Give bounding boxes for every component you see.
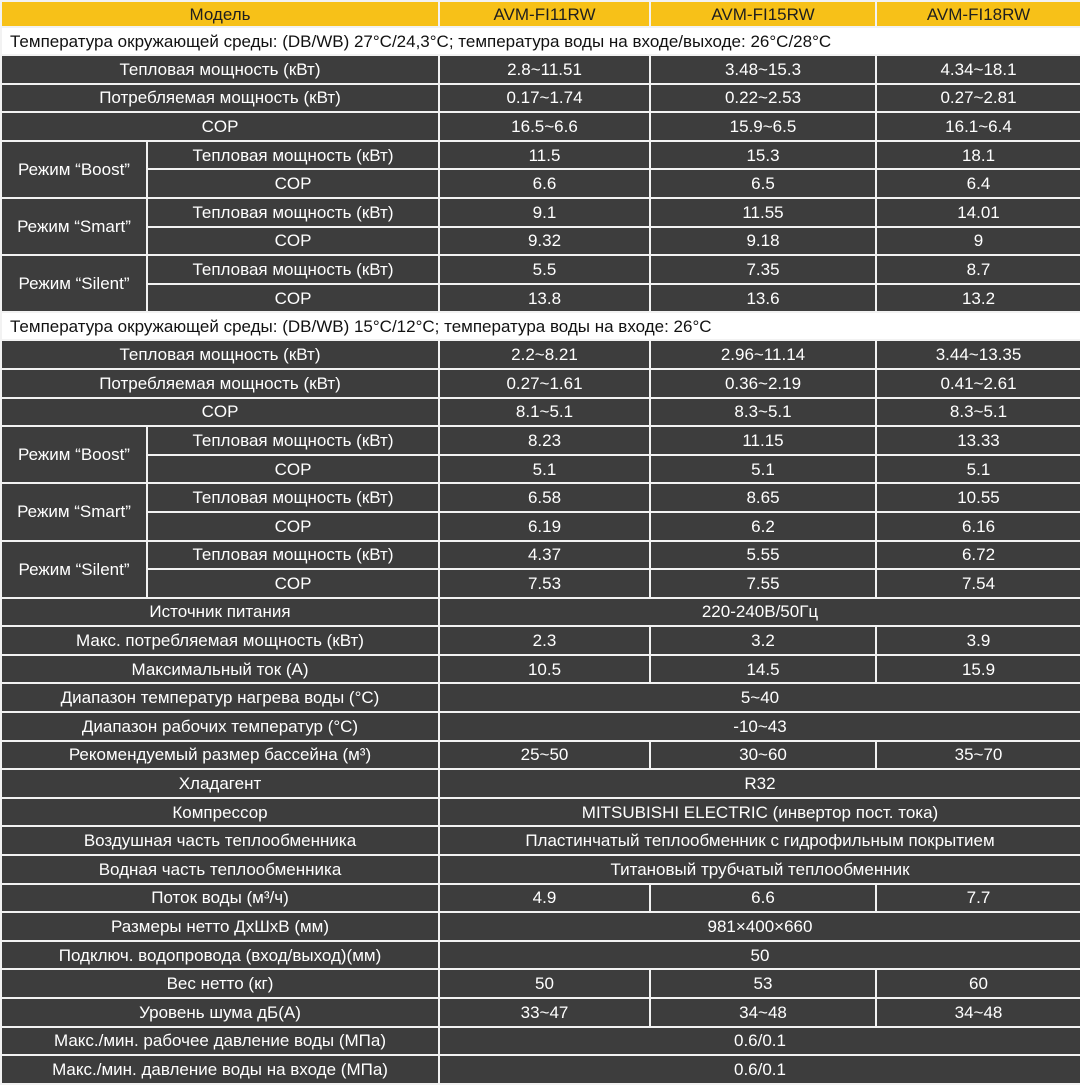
value-cell: 6.19 (439, 512, 650, 541)
row-label: Рекомендуемый размер бассейна (м³) (1, 741, 439, 770)
spec-table-body (1, 1, 1080, 1084)
section-title: Температура окружающей среды: (DB/WB) 15°C/12°C; температура воды на входе: 26°C (1, 312, 1080, 340)
value-cell: 220-240В/50Гц (439, 598, 1080, 627)
value-cell: 7.55 (650, 569, 876, 598)
value-cell: -10~43 (439, 712, 1080, 741)
row-label: COP (1, 398, 439, 427)
value-cell: 2.3 (439, 626, 650, 655)
value-cell: 14.01 (876, 198, 1080, 227)
value-cell: 8.23 (439, 426, 650, 455)
value-cell: 6.4 (876, 169, 1080, 198)
value-cell: 0.22~2.53 (650, 84, 876, 113)
value-cell: 60 (876, 969, 1080, 998)
value-cell: Пластинчатый теплообменник с гидрофильным покрытием (439, 826, 1080, 855)
table-row (1, 741, 1080, 770)
value-cell: 3.48~15.3 (650, 55, 876, 84)
value-cell: 4.37 (439, 541, 650, 570)
value-cell: 6.72 (876, 541, 1080, 570)
value-cell: 13.8 (439, 284, 650, 313)
mode-label: Режим “Silent” (1, 541, 147, 598)
value-cell: 0.36~2.19 (650, 369, 876, 398)
value-cell: 6.16 (876, 512, 1080, 541)
table-row (1, 712, 1080, 741)
row-label: Макс. потребляемая мощность (кВт) (1, 626, 439, 655)
table-row (1, 826, 1080, 855)
value-cell: 8.3~5.1 (650, 398, 876, 427)
row-label: Тепловая мощность (кВт) (147, 541, 439, 570)
value-cell: 30~60 (650, 741, 876, 770)
row-label: COP (147, 284, 439, 313)
value-cell: 5.55 (650, 541, 876, 570)
row-label: COP (147, 169, 439, 198)
value-cell: 0.6/0.1 (439, 1027, 1080, 1056)
table-row (1, 912, 1080, 941)
value-cell: 5.1 (439, 455, 650, 484)
table-row (1, 969, 1080, 998)
value-cell: 7.53 (439, 569, 650, 598)
table-row (1, 941, 1080, 970)
mode-label: Режим “Smart” (1, 483, 147, 540)
value-cell: 9.32 (439, 227, 650, 256)
row-label: Водная часть теплообменника (1, 855, 439, 884)
row-label: Тепловая мощность (кВт) (147, 141, 439, 170)
value-cell: 4.9 (439, 884, 650, 913)
table-row (1, 398, 1080, 427)
value-cell: 6.2 (650, 512, 876, 541)
row-label: Макс./мин. давление воды на входе (МПа) (1, 1055, 439, 1084)
section-title: Температура окружающей среды: (DB/WB) 27°C/24,3°C; температура воды на входе/выходе: 26°C/28°C (1, 27, 1080, 55)
table-row (1, 340, 1080, 369)
value-cell: 13.2 (876, 284, 1080, 313)
table-row (1, 683, 1080, 712)
row-label: COP (147, 227, 439, 256)
model-header-label: Модель (1, 1, 439, 27)
value-cell: 9.1 (439, 198, 650, 227)
table-row (1, 541, 1080, 570)
row-label: Макс./мин. рабочее давление воды (МПа) (1, 1027, 439, 1056)
value-cell: 50 (439, 941, 1080, 970)
table-row (1, 455, 1080, 484)
table-row (1, 512, 1080, 541)
value-cell: 15.9~6.5 (650, 112, 876, 141)
value-cell: R32 (439, 769, 1080, 798)
mode-label: Режим “Smart” (1, 198, 147, 255)
model-header: AVM-FI18RW (876, 1, 1080, 27)
value-cell: 10.5 (439, 655, 650, 684)
row-label: COP (1, 112, 439, 141)
value-cell: 5~40 (439, 683, 1080, 712)
table-row (1, 798, 1080, 827)
row-label: Тепловая мощность (кВт) (147, 483, 439, 512)
value-cell: 7.54 (876, 569, 1080, 598)
value-cell: 35~70 (876, 741, 1080, 770)
table-row (1, 769, 1080, 798)
value-cell: 7.7 (876, 884, 1080, 913)
table-row (1, 655, 1080, 684)
value-cell: 6.6 (650, 884, 876, 913)
value-cell: 2.96~11.14 (650, 340, 876, 369)
table-row (1, 84, 1080, 113)
table-row (1, 598, 1080, 627)
table-row (1, 1055, 1080, 1084)
section-title-row (1, 27, 1080, 55)
row-label: COP (147, 455, 439, 484)
row-label: Хладагент (1, 769, 439, 798)
section-title-row (1, 312, 1080, 340)
model-header: AVM-FI15RW (650, 1, 876, 27)
value-cell: 11.55 (650, 198, 876, 227)
row-label: Уровень шума дБ(А) (1, 998, 439, 1027)
value-cell: Титановый трубчатый теплообменник (439, 855, 1080, 884)
value-cell: 6.58 (439, 483, 650, 512)
value-cell: MITSUBISHI ELECTRIC (инвертор пост. тока) (439, 798, 1080, 827)
row-label: Поток воды (м³/ч) (1, 884, 439, 913)
table-row (1, 1027, 1080, 1056)
value-cell: 5.5 (439, 255, 650, 284)
value-cell: 34~48 (650, 998, 876, 1027)
value-cell: 33~47 (439, 998, 650, 1027)
value-cell: 18.1 (876, 141, 1080, 170)
value-cell: 15.9 (876, 655, 1080, 684)
table-row (1, 227, 1080, 256)
value-cell: 2.8~11.51 (439, 55, 650, 84)
value-cell: 3.9 (876, 626, 1080, 655)
table-row (1, 255, 1080, 284)
row-label: COP (147, 569, 439, 598)
table-row (1, 855, 1080, 884)
value-cell: 8.7 (876, 255, 1080, 284)
value-cell: 3.44~13.35 (876, 340, 1080, 369)
table-row (1, 998, 1080, 1027)
value-cell: 16.1~6.4 (876, 112, 1080, 141)
value-cell: 11.5 (439, 141, 650, 170)
value-cell: 5.1 (876, 455, 1080, 484)
table-row (1, 55, 1080, 84)
value-cell: 8.1~5.1 (439, 398, 650, 427)
value-cell: 9 (876, 227, 1080, 256)
value-cell: 25~50 (439, 741, 650, 770)
value-cell: 34~48 (876, 998, 1080, 1027)
value-cell: 0.27~2.81 (876, 84, 1080, 113)
row-label: Размеры нетто ДхШхВ (мм) (1, 912, 439, 941)
value-cell: 2.2~8.21 (439, 340, 650, 369)
value-cell: 8.65 (650, 483, 876, 512)
value-cell: 6.6 (439, 169, 650, 198)
row-label: Тепловая мощность (кВт) (1, 340, 439, 369)
table-row (1, 112, 1080, 141)
value-cell: 8.3~5.1 (876, 398, 1080, 427)
value-cell: 7.35 (650, 255, 876, 284)
model-header: AVM-FI11RW (439, 1, 650, 27)
value-cell: 50 (439, 969, 650, 998)
table-row (1, 198, 1080, 227)
table-row (1, 169, 1080, 198)
value-cell: 4.34~18.1 (876, 55, 1080, 84)
row-label: Потребляемая мощность (кВт) (1, 369, 439, 398)
row-label: Подключ. водопровода (вход/выход)(мм) (1, 941, 439, 970)
value-cell: 3.2 (650, 626, 876, 655)
table-row (1, 483, 1080, 512)
value-cell: 0.6/0.1 (439, 1055, 1080, 1084)
row-label: Компрессор (1, 798, 439, 827)
row-label: Диапазон рабочих температур (°C) (1, 712, 439, 741)
table-row (1, 884, 1080, 913)
row-label: Максимальный ток (А) (1, 655, 439, 684)
value-cell: 6.5 (650, 169, 876, 198)
value-cell: 0.41~2.61 (876, 369, 1080, 398)
row-label: Тепловая мощность (кВт) (147, 198, 439, 227)
header-row (1, 1, 1080, 27)
mode-label: Режим “Silent” (1, 255, 147, 312)
value-cell: 16.5~6.6 (439, 112, 650, 141)
row-label: Тепловая мощность (кВт) (147, 426, 439, 455)
row-label: Тепловая мощность (кВт) (1, 55, 439, 84)
table-row (1, 569, 1080, 598)
value-cell: 13.33 (876, 426, 1080, 455)
value-cell: 0.27~1.61 (439, 369, 650, 398)
value-cell: 14.5 (650, 655, 876, 684)
value-cell: 5.1 (650, 455, 876, 484)
value-cell: 0.17~1.74 (439, 84, 650, 113)
value-cell: 11.15 (650, 426, 876, 455)
value-cell: 13.6 (650, 284, 876, 313)
mode-label: Режим “Boost” (1, 141, 147, 198)
row-label: Воздушная часть теплообменника (1, 826, 439, 855)
value-cell: 53 (650, 969, 876, 998)
row-label: Тепловая мощность (кВт) (147, 255, 439, 284)
table-row (1, 426, 1080, 455)
value-cell: 10.55 (876, 483, 1080, 512)
row-label: COP (147, 512, 439, 541)
mode-label: Режим “Boost” (1, 426, 147, 483)
value-cell: 981×400×660 (439, 912, 1080, 941)
row-label: Диапазон температур нагрева воды (°C) (1, 683, 439, 712)
value-cell: 15.3 (650, 141, 876, 170)
table-row (1, 626, 1080, 655)
table-row (1, 284, 1080, 313)
value-cell: 9.18 (650, 227, 876, 256)
row-label: Потребляемая мощность (кВт) (1, 84, 439, 113)
row-label: Вес нетто (кг) (1, 969, 439, 998)
table-row (1, 369, 1080, 398)
table-row (1, 141, 1080, 170)
row-label: Источник питания (1, 598, 439, 627)
